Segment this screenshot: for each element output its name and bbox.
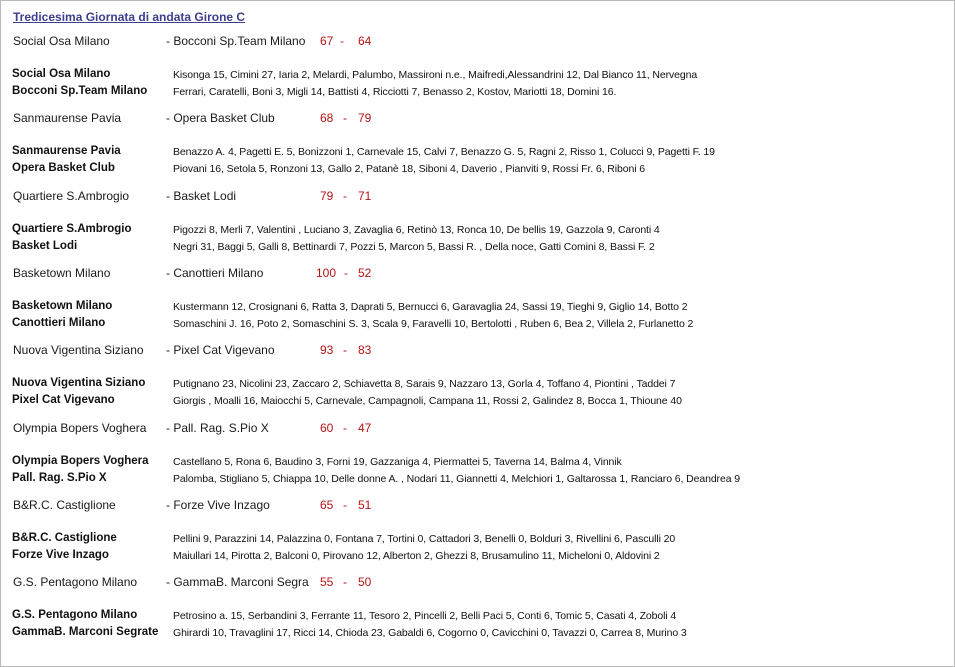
away-lineup-players: Negri 31, Baggi 5, Galli 8, Bettinardi 7, Pozzi 5, Marcon 5, Bassi R. , Della noce, Gatti Comini 8, Bassi F. 2 xyxy=(173,240,655,253)
away-lineup-players: Maiullari 14, Pirotta 2, Balconi 0, Pirovano 12, Alberton 2, Ghezzi 8, Brusamulino 11, Micheloni 0, Aldovini 2 xyxy=(173,549,660,562)
home-team-name: Basketown Milano xyxy=(13,265,111,280)
away-score: 83 xyxy=(358,343,372,358)
away-lineup-team: Forze Vive Inzago xyxy=(12,548,109,561)
score-separator: - xyxy=(343,575,347,590)
away-score: 79 xyxy=(358,111,372,126)
away-team-name: - Basket Lodi xyxy=(166,188,237,203)
home-lineup-players: Benazzo A. 4, Pagetti E. 5, Bonizzoni 1, Carnevale 15, Calvi 7, Benazzo G. 5, Ragni 2, Risso 1, Colucci 9, Pagetti F. 19 xyxy=(173,146,715,159)
home-lineup-team: B&R.C. Castiglione xyxy=(12,531,117,544)
home-lineup-team: Sanmaurense Pavia xyxy=(12,145,121,158)
home-score: 67 xyxy=(320,34,334,48)
away-lineup-players: Piovani 16, Setola 5, Ronzoni 13, Gallo 2, Patanè 18, Siboni 4, Daverio , Pianviti 9, Rossi Fr. 6, Riboni 6 xyxy=(173,163,645,176)
home-lineup-players: Castellano 5, Rona 6, Baudino 3, Forni 19, Gazzaniga 4, Piermattei 5, Taverna 14, Balma 4, Vinnik xyxy=(173,455,622,468)
away-lineup-players: Ghirardi 10, Travaglini 17, Ricci 14, Chioda 23, Gabaldi 6, Cogorno 0, Cavicchini 0, Tavazzi 0, Carrea 8, Murino 3 xyxy=(173,627,687,640)
away-team-name: - Opera Basket Club xyxy=(166,111,275,126)
home-team-name: Quartiere S.Ambrogio xyxy=(13,188,130,203)
home-lineup-players: Kustermann 12, Crosignani 6, Ratta 3, Daprati 5, Bernucci 6, Garavaglia 24, Sassi 19, Tieghi 9, Giglio 14, Botto 2 xyxy=(173,300,688,313)
home-score: 68 xyxy=(320,111,334,126)
score-separator: - xyxy=(343,420,347,435)
score-separator: - xyxy=(343,343,347,358)
home-lineup-players: Putignano 23, Nicolini 23, Zaccaro 2, Schiavetta 8, Sarais 9, Nazzaro 13, Gorla 4, Toffano 4, Piontini , Taddei 7 xyxy=(173,378,676,391)
score-separator: - xyxy=(340,34,344,48)
home-score: 55 xyxy=(320,575,334,590)
away-score: 51 xyxy=(358,497,372,512)
home-score: 60 xyxy=(320,420,334,435)
home-team-name: Nuova Vigentina Siziano xyxy=(13,343,144,358)
away-score: 64 xyxy=(358,34,372,48)
page-title[interactable]: Tredicesima Giornata di andata Girone C xyxy=(13,10,246,24)
home-lineup-team: Olympia Bopers Voghera xyxy=(12,454,149,467)
away-team-name: - Forze Vive Inzago xyxy=(166,497,270,512)
home-lineup-team: Social Osa Milano xyxy=(12,68,111,80)
away-lineup-team: Opera Basket Club xyxy=(12,162,115,175)
home-lineup-team: G.S. Pentagono Milano xyxy=(12,609,138,622)
home-lineup-team: Basketown Milano xyxy=(12,299,113,312)
home-lineup-team: Nuova Vigentina Siziano xyxy=(12,377,146,390)
away-lineup-team: Basket Lodi xyxy=(12,239,78,252)
home-lineup-players: Pellini 9, Parazzini 14, Palazzina 0, Fontana 7, Tortini 0, Cattadori 3, Benelli 0, Bolduri 3, Rivellini 6, Pasculli 20 xyxy=(173,532,676,545)
score-separator: - xyxy=(343,188,347,203)
away-lineup-players: Somaschini J. 16, Poto 2, Somaschini S. 3, Scala 9, Faravelli 10, Bertolotti , Ruben 6, Bea 2, Villela 2, Furlanetto 2 xyxy=(173,317,694,330)
away-team-name: - Pixel Cat Vigevano xyxy=(166,343,275,358)
home-score: 93 xyxy=(320,343,334,358)
away-team-name: - Canottieri Milano xyxy=(166,265,264,280)
away-lineup-team: Pixel Cat Vigevano xyxy=(12,394,115,407)
away-score: 50 xyxy=(358,575,372,590)
away-team-name: - Bocconi Sp.Team Milano xyxy=(166,34,306,48)
home-score: 79 xyxy=(320,188,334,203)
home-lineup-team: Quartiere S.Ambrogio xyxy=(12,222,132,235)
home-team-name: Olympia Bopers Voghera xyxy=(13,420,147,435)
away-lineup-team: GammaB. Marconi Segrate xyxy=(12,626,159,639)
home-score: 100 xyxy=(316,265,337,280)
home-lineup-players: Petrosino a. 15, Serbandini 3, Ferrante 11, Tesoro 2, Pincelli 2, Belli Paci 5, Conti 6, Tomic 5, Casati 4, Zoboli 4 xyxy=(173,610,677,623)
away-team-name: - Pall. Rag. S.Pio X xyxy=(166,420,269,435)
score-separator: - xyxy=(344,265,348,280)
away-lineup-players: Giorgis , Moalli 16, Maiocchi 5, Carnevale, Campagnoli, Campana 11, Rossi 2, Galindez 8, Bocca 1, Thioune 40 xyxy=(173,395,682,408)
away-score: 71 xyxy=(358,188,372,203)
home-team-name: Sanmaurense Pavia xyxy=(13,111,122,126)
away-lineup-team: Bocconi Sp.Team Milano xyxy=(12,85,148,97)
away-team-name: - GammaB. Marconi Segra xyxy=(166,575,309,590)
home-lineup-players: Pigozzi 8, Merli 7, Valentini , Luciano 3, Zavaglia 6, Retinò 13, Ronca 10, De bellis 19, Gazzola 9, Caronti 4 xyxy=(173,223,660,236)
home-team-name: G.S. Pentagono Milano xyxy=(13,575,138,590)
away-score: 47 xyxy=(358,420,372,435)
away-lineup-team: Canottieri Milano xyxy=(12,316,106,329)
home-lineup-players: Kisonga 15, Cimini 27, Iaria 2, Melardi, Palumbo, Massironi n.e., Maifredi,Alessandrini 12, Dal Bianco 11, Nervegna xyxy=(173,69,698,81)
away-score: 52 xyxy=(358,265,372,280)
score-separator: - xyxy=(343,497,347,512)
score-separator: - xyxy=(343,111,347,126)
home-team-name: B&R.C. Castiglione xyxy=(13,497,116,512)
away-lineup-team: Pall. Rag. S.Pio X xyxy=(12,471,107,484)
away-lineup-players: Palomba, Stigliano 5, Chiappa 10, Delle donne A. , Nodari 11, Giannetti 4, Melchiori 1, Galtarossa 1, Ranciaro 6, Deandrea 9 xyxy=(173,472,740,485)
home-score: 65 xyxy=(320,497,334,512)
away-lineup-players: Ferrari, Caratelli, Boni 3, Migli 14, Battisti 4, Ricciotti 7, Benasso 2, Kostov, Mariotti 18, Domini 16. xyxy=(173,86,617,98)
home-team-name: Social Osa Milano xyxy=(13,34,110,48)
